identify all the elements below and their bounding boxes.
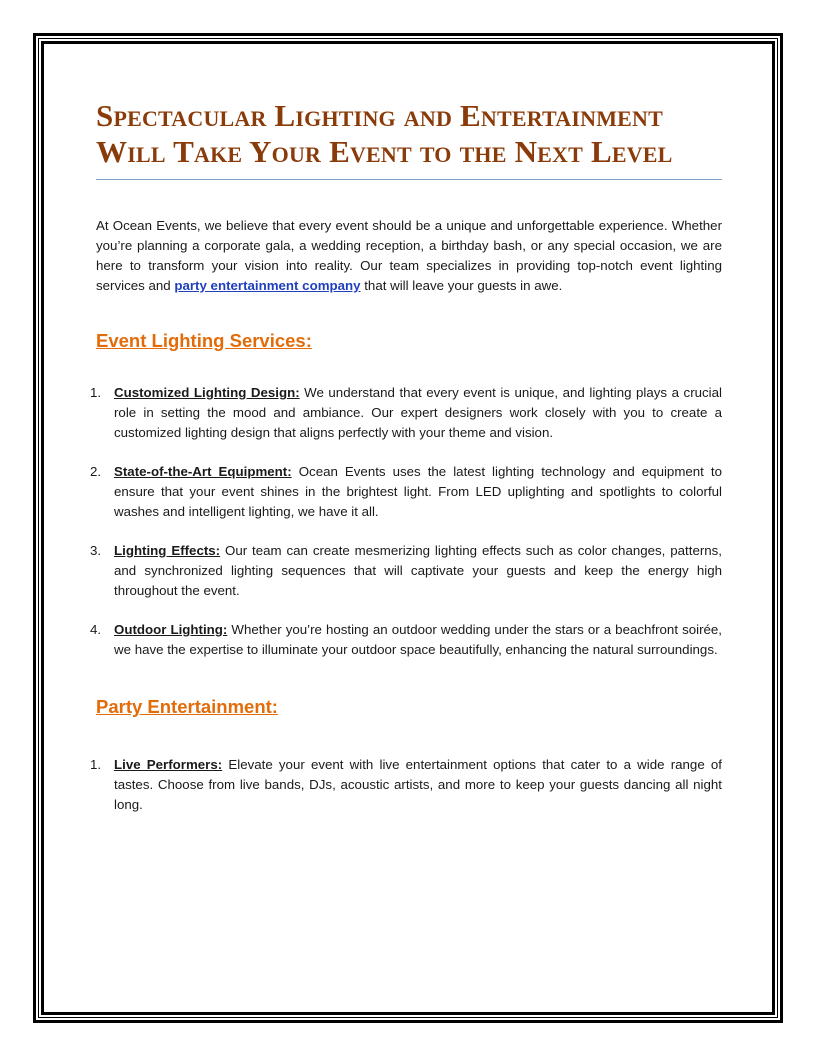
list-item-term: Outdoor Lighting: (114, 622, 228, 637)
intro-text-after-link: that will leave your guests in awe. (360, 278, 563, 293)
list-item-text: Whether you’re hosting an outdoor wedding under the stars or a beachfront soirée, we have the expertise to illuminate your outdoor space beautifully, enhancing the natural surroundings. (114, 622, 722, 657)
list-item-number: 2. (90, 464, 102, 479)
list-item (90, 620, 722, 660)
list-item-term: Live Performers: (114, 757, 223, 772)
list-item (90, 541, 723, 601)
intro-paragraph (96, 216, 722, 296)
list-item-text: Elevate your event with live entertainment options that cater to a wide range of tastes. Choose from live bands, DJs, acoustic artists, and more to keep your guests dancing all night long. (114, 757, 723, 812)
list-item (90, 755, 723, 815)
intro-text-before-link: At Ocean Events, we believe that every event should be a unique and unforgettable experience. Whether you’re planning a corporate gala, a wedding reception, a birthday bash, or any special occasion, we are here to transform your vision into reality. Our team specializes in providing top-notch event lighting services and (96, 218, 722, 293)
page-title: Spectacular Lighting and Entertainment Will Take Your Event to the Next Level (96, 98, 722, 180)
list-item-term: Customized Lighting Design: (114, 385, 300, 400)
list-item-text: Ocean Events uses the latest lighting technology and equipment to ensure that your event shines in the brightest light. From LED uplighting and spotlights to colorful washes and intelligent lighting, we have it all. (114, 464, 722, 519)
document-body (90, 98, 723, 834)
list-item-number: 4. (90, 622, 102, 637)
list-item-term: State-of-the-Art Equipment: (114, 464, 292, 479)
list-item-text: We understand that every event is unique, and lighting plays a crucial role in setting the mood and ambiance. Our expert designers work closely with you to create a customized lighting design that aligns perfectly with your theme and vision. (114, 385, 722, 440)
list-item-term: Lighting Effects: (114, 543, 221, 558)
list-item-text: Our team can create mesmerizing lighting effects such as color changes, patterns, and synchronized lighting sequences that will captivate your guests and keep the energy high throughout the event. (114, 543, 723, 598)
section-heading-party-entertainment: Party Entertainment: (96, 696, 278, 717)
list-item (90, 383, 722, 443)
list-item-number: 1. (90, 757, 102, 772)
party-entertainment-company-link[interactable]: party entertainment company (174, 278, 361, 293)
section-heading-event-lighting: Event Lighting Services: (96, 330, 312, 351)
event-lighting-list (90, 383, 723, 660)
party-entertainment-list (90, 755, 723, 815)
list-item-number: 3. (90, 543, 102, 558)
list-item (90, 462, 722, 522)
list-item-number: 1. (90, 385, 102, 400)
